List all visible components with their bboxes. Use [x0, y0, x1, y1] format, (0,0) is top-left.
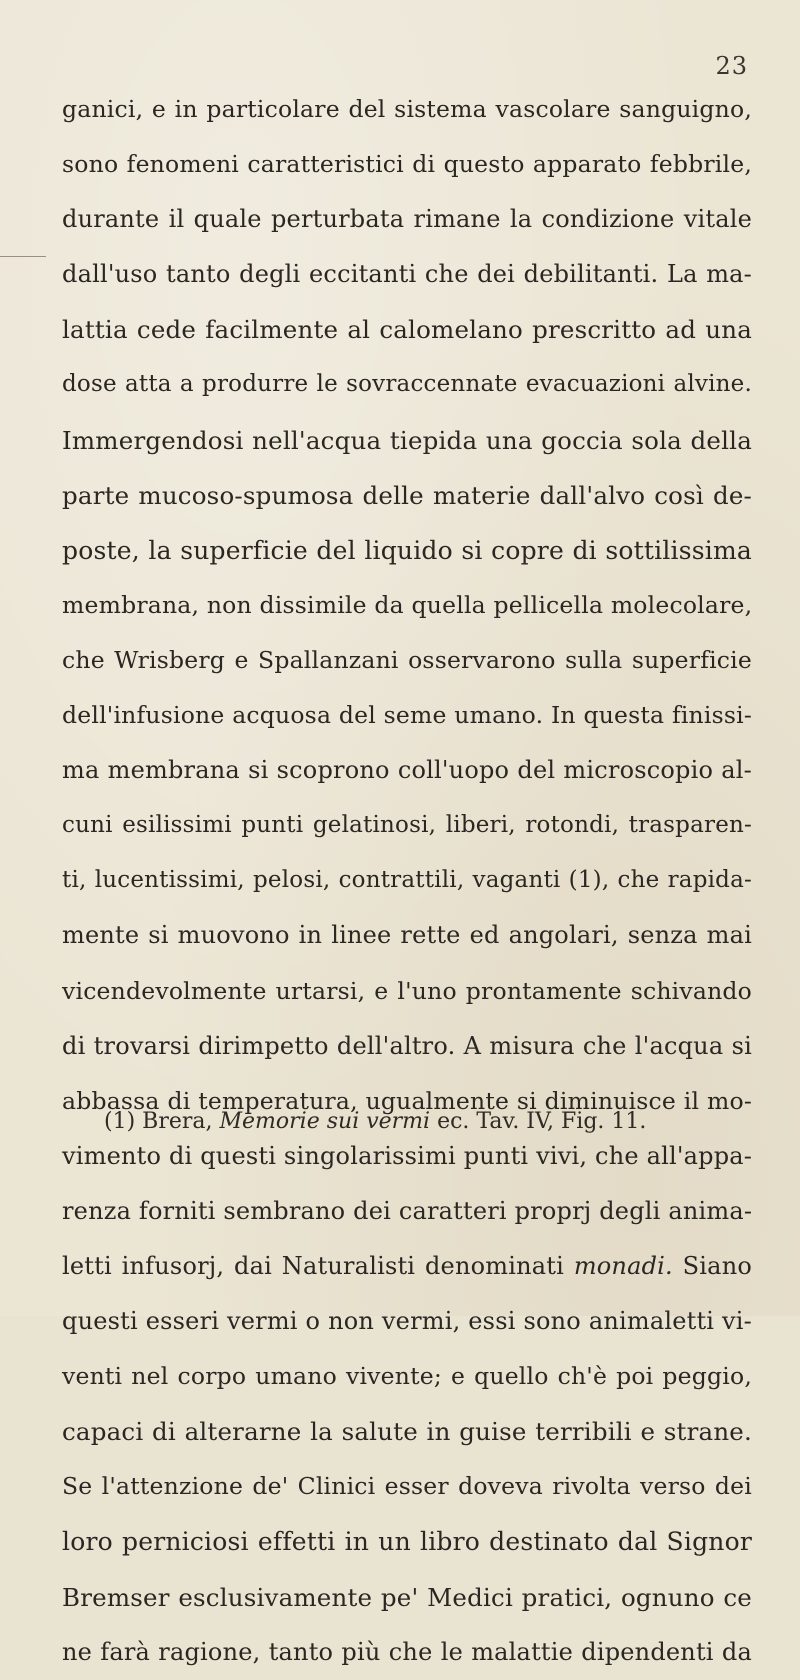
- text-line: ti, lucentissimi, pelosi, contrattili, vaganti (1), che rapida-: [62, 867, 752, 894]
- text-line: letti infusorj, dai Naturalisti denominati monadi. Siano: [62, 1251, 753, 1280]
- text-line: lattia cede facilmente al calomelano prescritto ad una: [62, 315, 752, 345]
- text-line: di trovarsi dirimpetto dell'altro. A misura che l'acqua si: [62, 1031, 752, 1060]
- text-line: parte mucoso-spumosa delle materie dall'alvo così de-: [62, 480, 752, 510]
- footnote: [104, 1108, 734, 1136]
- margin-mark: [0, 256, 46, 257]
- footnote-author: Brera,: [142, 1109, 213, 1134]
- text-line: Immergendosi nell'acqua tiepida una goccia sola della: [62, 425, 752, 455]
- text-line: dose atta a produrre le sovraccennate evacuazioni alvine.: [62, 371, 752, 398]
- text-line: poste, la superficie del liquido si copre di sottilissima: [62, 535, 752, 565]
- text-line: mente si muovono in linee rette ed angolari, senza mai: [62, 921, 752, 950]
- page-number: 23: [715, 52, 748, 80]
- text-line: Se l'attenzione de' Clinici esser doveva rivolta verso dei: [62, 1472, 752, 1501]
- text-line: dell'infusione acquosa del seme umano. In questa finissi-: [62, 701, 752, 730]
- text-line: abbassa di temperatura, ugualmente si diminuisce il mo-: [62, 1086, 752, 1115]
- body-text: [62, 82, 752, 1680]
- text-line: venti nel corpo umano vivente; e quello ch'è poi peggio,: [62, 1362, 752, 1391]
- text-line: dall'uso tanto degli eccitanti che dei debilitanti. La ma-: [62, 260, 752, 289]
- text-line: capaci di alterarne la salute in guise terribili e strane.: [62, 1417, 752, 1447]
- text-line: cuni esilissimi punti gelatinosi, liberi, rotondi, trasparen-: [62, 812, 752, 839]
- text-line: renza forniti sembrano dei caratteri proprj degli anima-: [62, 1196, 753, 1225]
- footnote-rest: ec. Tav. IV, Fig. 11.: [437, 1109, 647, 1134]
- text-line: vicendevolmente urtarsi, e l'uno prontamente schivando: [62, 976, 752, 1005]
- footnote-title: Memorie sui vermi: [219, 1109, 431, 1134]
- text-line: sono fenomeni caratteristici di questo apparato febbrile,: [62, 150, 752, 179]
- text-line: ganici, e in particolare del sistema vascolare sanguigno,: [62, 95, 752, 123]
- footnote-marker: (1): [104, 1109, 136, 1134]
- text-line: ma membrana si scoprono coll'uopo del microscopio al-: [62, 756, 752, 785]
- text-line: questi esseri vermi o non vermi, essi sono animaletti vi-: [62, 1307, 752, 1336]
- italic-term: monadi.: [573, 1251, 673, 1280]
- text-line: membrana, non dissimile da quella pellicella molecolare,: [62, 590, 753, 619]
- text-line: loro perniciosi effetti in un libro destinato dal Signor: [62, 1527, 752, 1557]
- text-line: durante il quale perturbata rimane la condizione vitale: [62, 205, 752, 234]
- text-line: che Wrisberg e Spallanzani osservarono sulla superficie: [62, 645, 752, 674]
- text-line: ne farà ragione, tanto più che le malattie dipendenti da: [62, 1637, 752, 1666]
- text-line: Bremser esclusivamente pe' Medici pratici, ognuno ce: [62, 1582, 752, 1612]
- text-line: vimento di questi singolarissimi punti vivi, che all'appa-: [62, 1141, 753, 1170]
